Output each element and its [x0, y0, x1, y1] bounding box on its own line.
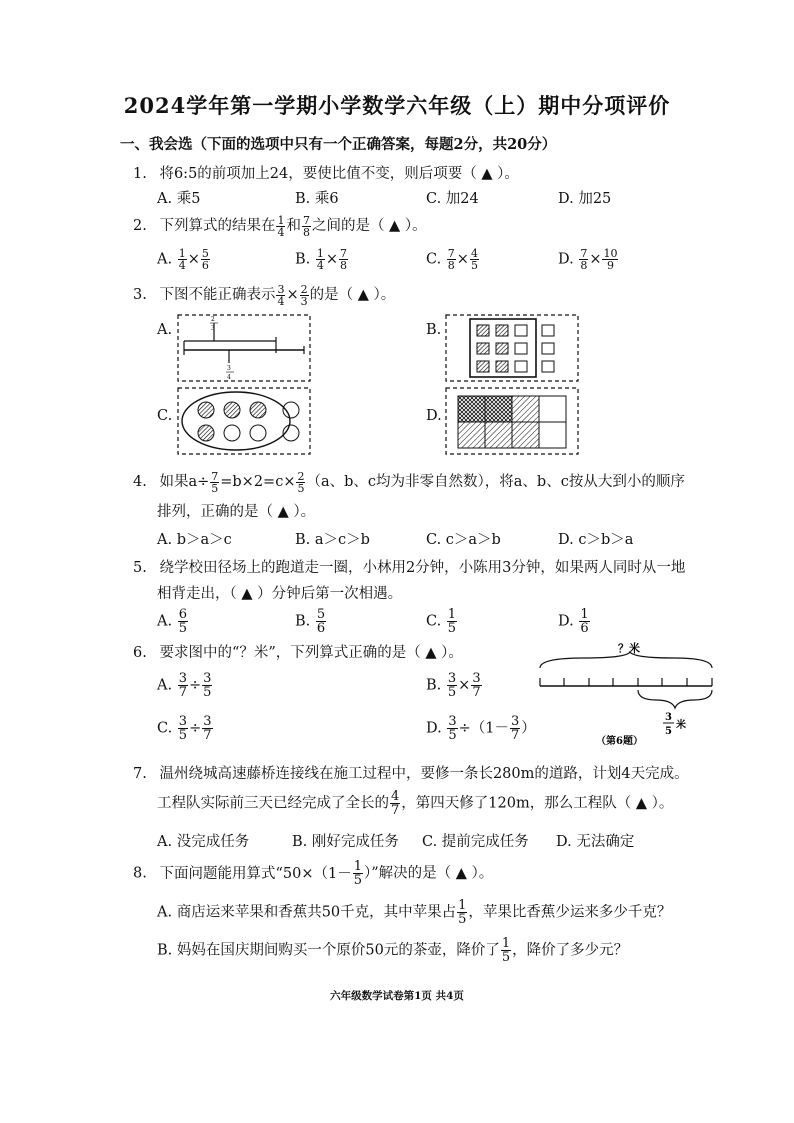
- q3-option-c-label[interactable]: C.: [157, 408, 173, 424]
- q4-option-b[interactable]: B. a＞c＞b: [295, 532, 370, 548]
- q3-option-d-label[interactable]: D.: [426, 408, 442, 424]
- page-footer: 六年级数学试卷第1页 共4页: [330, 990, 464, 1002]
- section-heading: 一、我会选（下面的选项中只有一个正确答案，每题2分，共20分）: [120, 136, 557, 153]
- q2-option-a[interactable]: A. $\frac{1}{4}$ × $\frac{5}{6}$: [157, 247, 209, 272]
- q6-unknown-length-label: ？米: [618, 642, 640, 655]
- question-number: 1.: [133, 166, 147, 182]
- question-5-line-2: 相背走出，（ ▲ ）分钟后第一次相遇。: [157, 586, 403, 602]
- q3-figure-d: [444, 386, 580, 456]
- q6-option-d[interactable]: D. $\frac{3}{5}$ ÷（1－ $\frac{3}{7}$ ）: [426, 714, 536, 743]
- q5-option-b[interactable]: B. $\frac{5}{6}$: [295, 607, 326, 636]
- question-4: 4. 如果a÷ $\frac{7}{5}$ =b×2=c× $\frac{2}{5}$ （a、b、c均为非零自然数），将a、b、c按从大到小的顺序: [133, 469, 685, 495]
- q3-option-b-label[interactable]: B.: [426, 322, 442, 338]
- question-5: 5. 绕学校田径场上的跑道走一圈，小林用2分钟，小陈用3分钟，如果两人同时从一地: [133, 560, 686, 576]
- question-6: 6. 要求图中的“？米”，下列算式正确的是（ ▲ ）。: [133, 645, 463, 661]
- fraction: $\frac{1}{4}$: [277, 213, 285, 239]
- q6-option-c[interactable]: C. $\frac{3}{5}$ ÷ $\frac{3}{7}$: [157, 714, 212, 743]
- fig-a-bottom-denominator: 4: [227, 374, 231, 381]
- q7-option-c[interactable]: C. 提前完成任务: [422, 834, 529, 850]
- q1-option-a[interactable]: A. 乘5: [157, 191, 201, 207]
- fig-a-bottom-numerator: 3: [227, 365, 231, 372]
- q1-option-b[interactable]: B. 乘6: [295, 191, 339, 207]
- q7-option-b[interactable]: B. 刚好完成任务: [292, 834, 399, 850]
- q6-length-unit: 米: [676, 720, 686, 731]
- q4-option-c[interactable]: C. c＞a＞b: [426, 532, 501, 548]
- q1-option-c[interactable]: C. 加24: [426, 191, 479, 207]
- q2-option-c[interactable]: C. $\frac{7}{8}$ × $\frac{4}{5}$: [426, 247, 478, 272]
- q1-option-d[interactable]: D. 加25: [558, 191, 612, 207]
- q2-option-b[interactable]: B. $\frac{1}{4}$ × $\frac{7}{8}$: [295, 247, 348, 272]
- q5-option-a[interactable]: A. $\frac{6}{5}$: [157, 607, 187, 636]
- q3-option-a-label[interactable]: A.: [157, 322, 173, 338]
- q3-figure-c: [176, 386, 312, 456]
- q2-option-d[interactable]: D. $\frac{7}{8}$ × $\frac{10}{9}$: [558, 247, 618, 272]
- q8-option-a[interactable]: A. 商店运来苹果和香蕉共50千克，其中苹果占 $\frac{1}{5}$ ，苹果比香蕉少运来多少千克？: [157, 898, 672, 927]
- question-2: 2. 下列算式的结果在 $\frac{1}{4}$ 和 $\frac{7}{8}$ 之间的是（ ▲ ）。: [133, 213, 427, 239]
- q3-figure-a: [176, 313, 312, 383]
- q6-option-a[interactable]: A. $\frac{3}{7}$ ÷ $\frac{3}{5}$: [157, 671, 212, 700]
- page-title: 2024学年第一学期小学数学六年级（上）期中分项评价: [123, 93, 671, 118]
- fig-a-top-numerator: 2: [211, 316, 215, 323]
- q6-length-denominator: 5: [665, 726, 672, 737]
- question-stem: 将6:5的前项加上24，要使比值不变，则后项要（ ▲ ）。: [159, 166, 519, 182]
- q7-option-a[interactable]: A. 没完成任务: [157, 834, 250, 850]
- q4-option-a[interactable]: A. b＞a＞c: [157, 532, 232, 548]
- q6-figure: [534, 638, 718, 750]
- question-8: 8. 下面问题能用算式“50×（1－ $\frac{1}{5}$ ）”解决的是（ ▲ ）。: [133, 859, 494, 888]
- q7-option-d[interactable]: D. 无法确定: [556, 834, 635, 850]
- q3-figure-b: [444, 313, 580, 383]
- question-1: [133, 162, 519, 183]
- q6-option-b[interactable]: B. $\frac{3}{5}$ × $\frac{3}{7}$: [426, 671, 481, 700]
- question-7-line-2: 工程队实际前三天已经完成了全长的 $\frac{4}{7}$ ，第四天修了120m，那么工程队（ ▲ ）。: [157, 789, 674, 818]
- q8-option-b[interactable]: B. 妈妈在国庆期间购买一个原价50元的茶壶，降价了 $\frac{1}{5}$ ，降价了多少元？: [157, 936, 629, 965]
- fig-a-top-denominator: 3: [211, 325, 215, 332]
- fraction: $\frac{7}{8}$: [302, 213, 310, 239]
- q5-option-d[interactable]: D. $\frac{1}{6}$: [558, 607, 589, 636]
- q6-caption: （第6题）: [596, 736, 643, 747]
- q4-option-d[interactable]: D. c＞b＞a: [558, 532, 634, 548]
- q6-length-numerator: 3: [665, 712, 672, 723]
- q5-option-c[interactable]: C. $\frac{1}{5}$: [426, 607, 457, 636]
- question-4-line-2: 排列，正确的是（ ▲ ）。: [157, 504, 316, 520]
- question-3: 3. 下图不能正确表示 $\frac{3}{4}$ × $\frac{2}{3}$ 的是（ ▲ ）。: [133, 282, 396, 308]
- question-7: 7. 温州绕城高速藤桥连接线在施工过程中，要修一条长280m的道路，计划4天完成。: [133, 766, 689, 782]
